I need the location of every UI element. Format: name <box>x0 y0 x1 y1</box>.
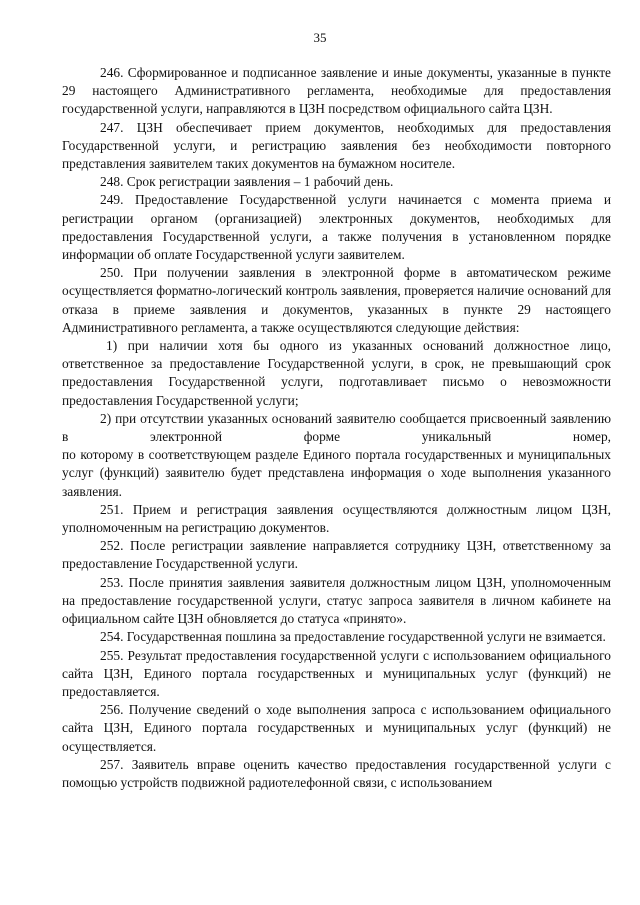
paragraph-254: 254. Государственная пошлина за предоставление государственной услуги не взимается. <box>100 629 606 645</box>
paragraph-246: 246. Сформированное и подписанное заявление и иные документы, указанные в пункте 29 настоящего Административного регламента, необходимые для предоставления государственной услуги, направляются в ЦЗН посредством официального сайта ЦЗН. <box>62 65 611 117</box>
paragraph-248: 248. Срок регистрации заявления – 1 рабочий день. <box>100 174 394 190</box>
paragraph-250: 250. При получении заявления в электронной форме в автоматическом режиме осуществляется форматно-логический контроль заявления, проверяется наличие оснований для отказа в приеме заявления и документов, указанных в пункте 29 настоящего Административного регламента, а также осуществляются следующие действия: <box>62 265 611 335</box>
subitem-1: 1) при наличии хотя бы одного из указанных оснований должностное лицо, ответственное за предоставление Государственной услуги, в срок, не превышающий срок предоставления Государственной услуги, подготавливает письмо о невозможности предоставления Государственной услуги; <box>62 338 611 408</box>
paragraph-255: 255. Результат предоставления государственной услуги с использованием официального сайта ЦЗН, Единого портала государственных и муниципальных услуг (функций) не предоставляется. <box>62 647 611 699</box>
subitem-2: 2) при отсутствии указанных оснований заявителю сообщается присвоенный заявлению в электронной форме уникальный номер, <box>62 410 611 445</box>
paragraph-251: 251. Прием и регистрация заявления осуществляются должностным лицом ЦЗН, уполномоченным на регистрацию документов. <box>62 501 611 536</box>
document-body <box>62 64 611 792</box>
paragraph-249: 249. Предоставление Государственной услуги начинается с момента приема и регистрации органом (организацией) электронных документов, необходимых для предоставления Государственной услуги, а также получения в установленном порядке информации об оплате Государственной услуги заявителем. <box>62 192 611 263</box>
paragraph-256: 256. Получение сведений о ходе выполнения запроса с использованием официального сайта ЦЗН, Единого портала государственных и муниципальных услуг (функций) не осуществляется. <box>62 702 611 754</box>
subitem-2-continuation: по которому в соответствующем разделе Единого портала государственных и муниципальных услуг (функций) заявителю будет представлена информация о ходе выполнения указанного заявления. <box>62 447 611 499</box>
paragraph-253: 253. После принятия заявления заявителя должностным лицом ЦЗН, уполномоченным на предоставление государственной услуги, статус запроса заявителя в личном кабинете на официальном сайте ЦЗН обновляется до статуса «принято». <box>62 574 611 627</box>
paragraph-252: 252. После регистрации заявление направляется сотруднику ЦЗН, ответственному за предоставление Государственной услуги. <box>62 538 611 572</box>
paragraph-257: 257. Заявитель вправе оценить качество предоставления государственной услуги с помощью устройств подвижной радиотелефонной связи, с использованием <box>62 756 611 790</box>
page-number: 35 <box>313 30 327 45</box>
paragraph-247: 247. ЦЗН обеспечивает прием документов, необходимых для предоставления Государственной услуги, и регистрацию заявления без необходимости повторного представления заявителем таких документов на бумажном носителе. <box>62 119 611 172</box>
